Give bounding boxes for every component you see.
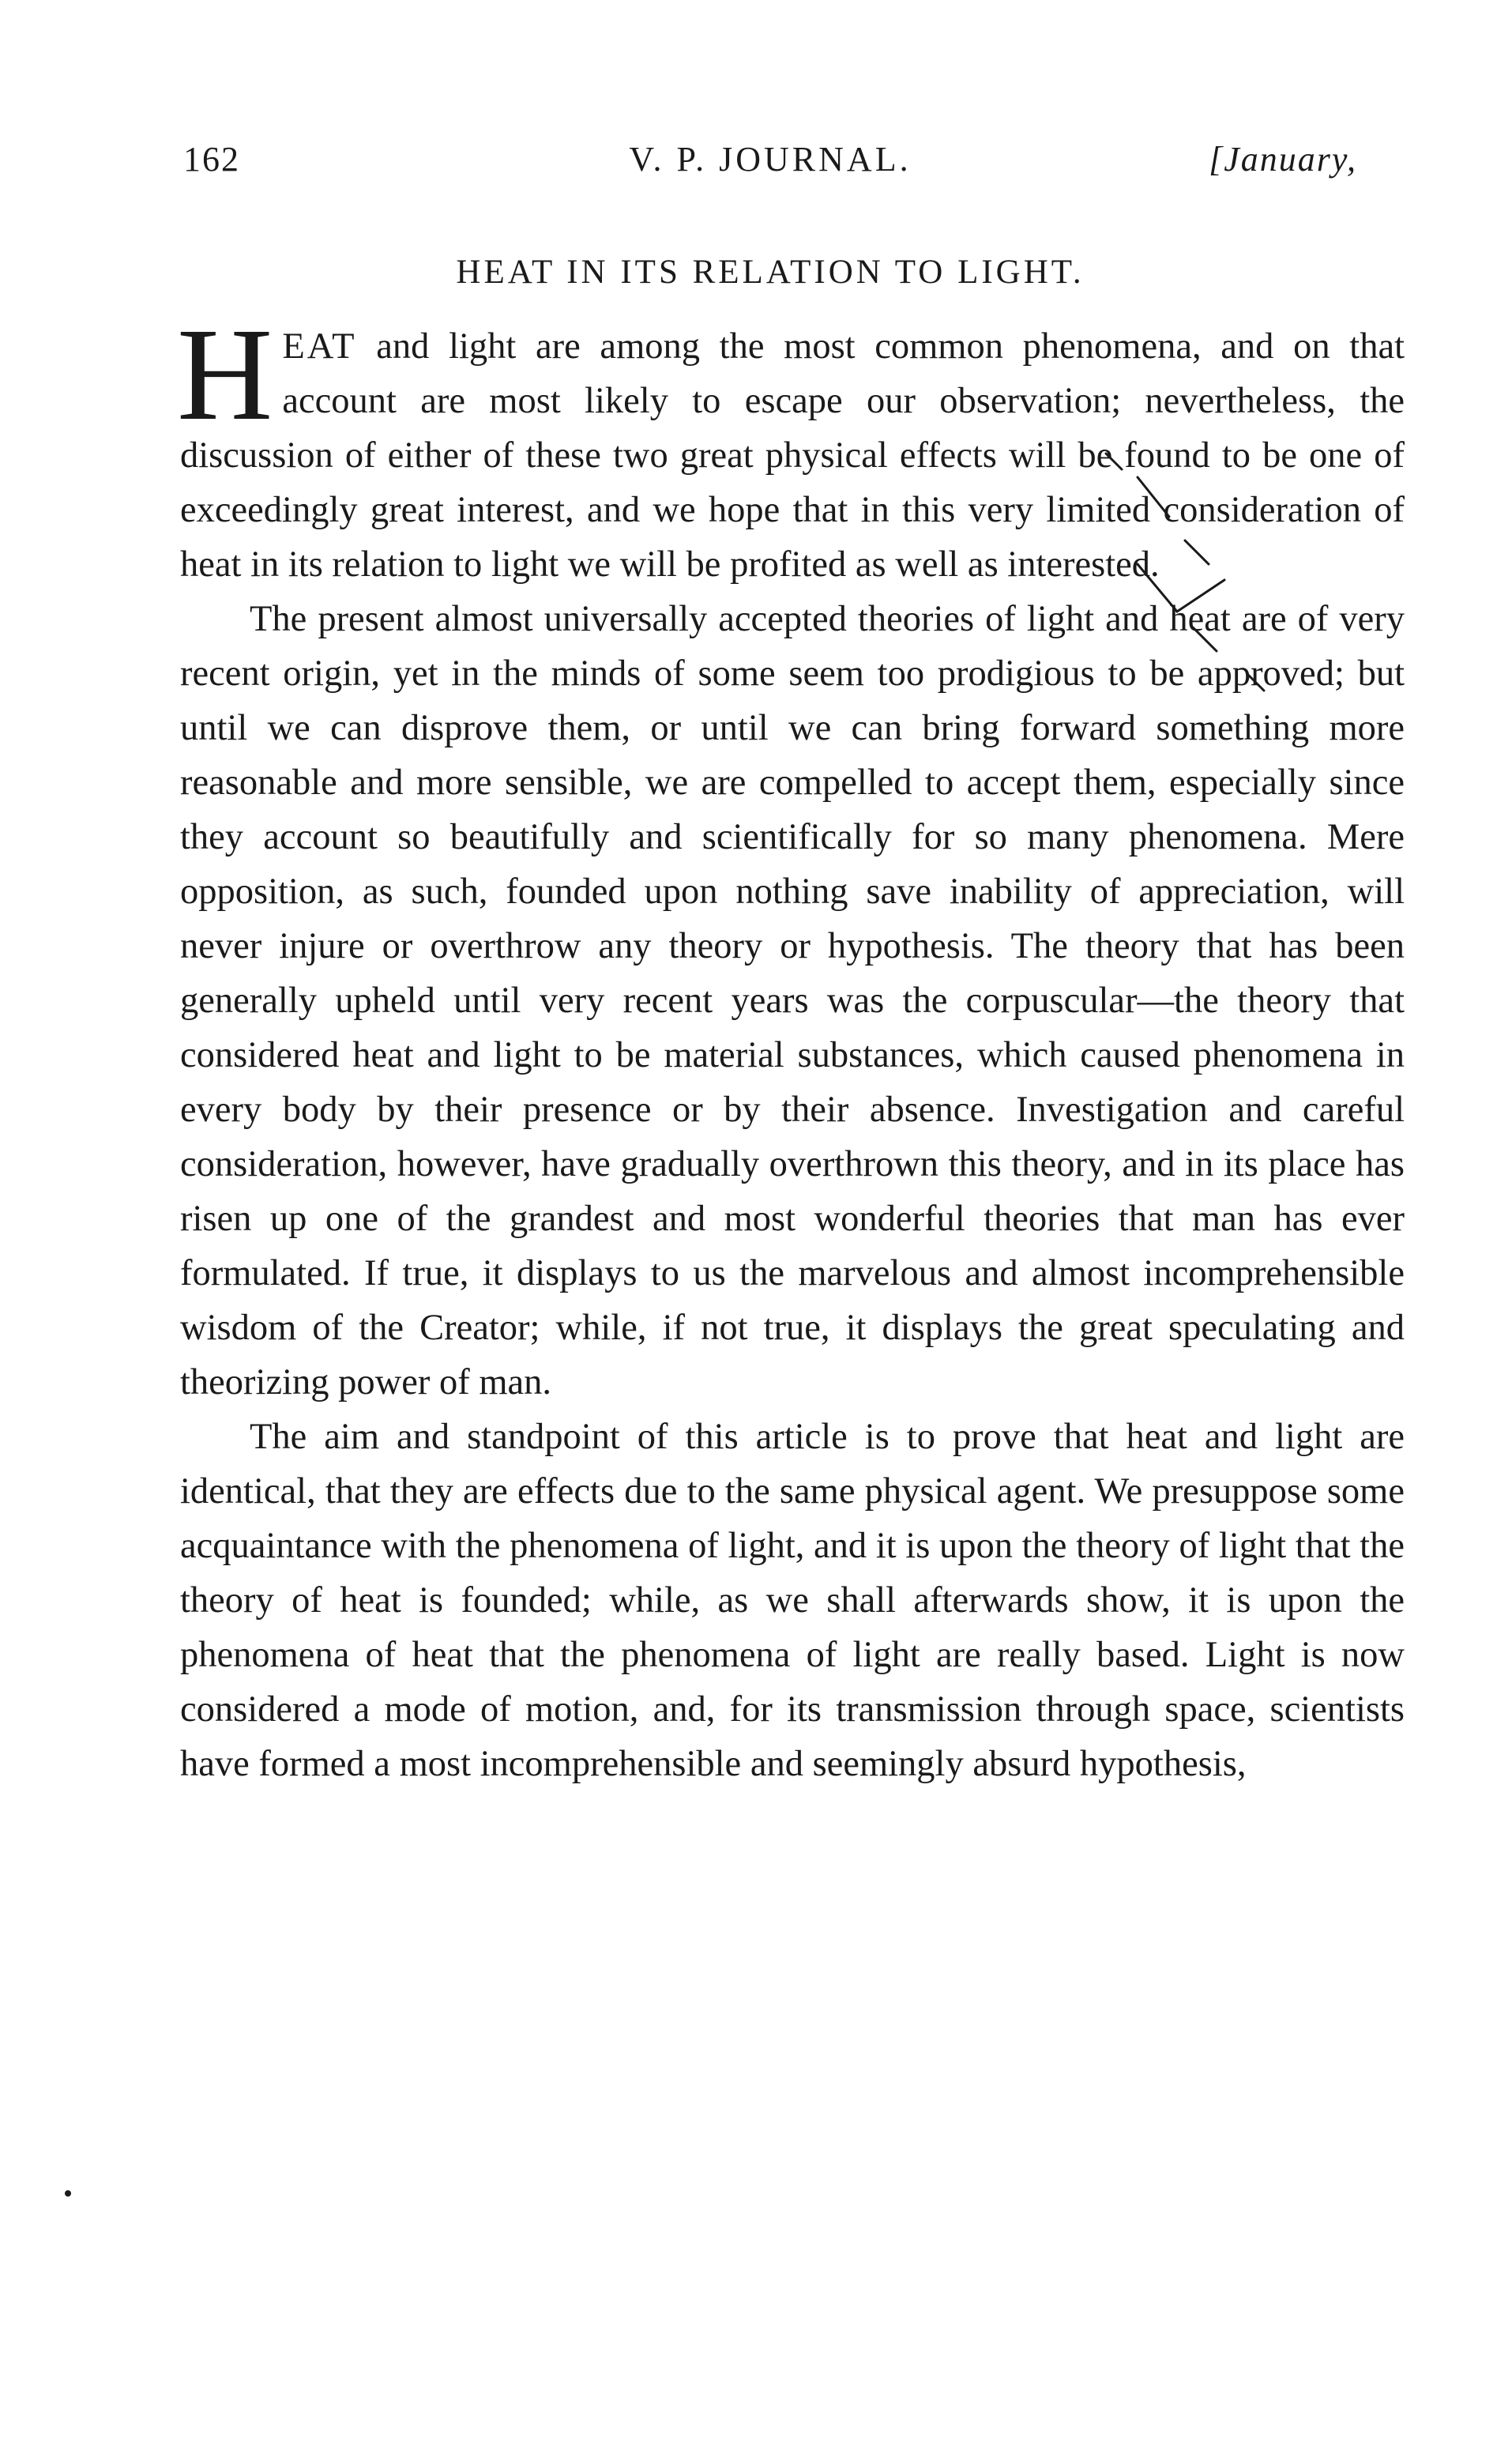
paragraph-1-text: and light are among the most common phenomena, and on that account are most likely to escape our observation; nevertheless, the discussion of either of these two great physical effects will be found to be one of exceedingly great interest, and we hope that in this very limited consideration of heat in its relation to light we will be profited as well as interested. bbox=[180, 326, 1405, 585]
paragraph-2: The present almost universally accepted theories of light and heat are of very recent origin, yet in the minds of some seem too prodigious to be approved; but until we can disprove them, or until we can bring forward something more reasonable and more sensible, we are compelled to accept them, especially since they account so beautifully and scientifically for so many phenomena. Mere opposition, as such, founded upon nothing save inability of appreciation, will never injure or overthrow any theory or hypothesis. The theory that has been generally upheld until very recent years was the corpuscular—the theory that considered heat and light to be material substances, which caused phenomena in every body by their presence or by their absence. Investigation and careful consideration, however, have gradually overthrown this theory, and in its place has risen up one of the grandest and most wonderful theories that man has ever formulated. If true, it displays to us the marvelous and almost incomprehensible wisdom of the Creator; while, if not true, it displays the great speculating and theorizing power of man. bbox=[180, 599, 1405, 1402]
page-number: 162 bbox=[183, 140, 240, 179]
article-title: HEAT IN ITS RELATION TO LIGHT. bbox=[456, 254, 1085, 291]
running-title: V. P. JOURNAL. bbox=[629, 140, 912, 179]
drop-cap: H bbox=[177, 301, 273, 448]
paragraph-3: The aim and standpoint of this article is to prove that heat and light are identical, that they are effects due to the same physical agent. We presuppose some acquaintance with the phenomena of light, and it is upon the theory of light that the theory of heat is founded; while, as we shall afterwards show, it is upon the phenomena of heat that the phenomena of light are really based. Light is now considered a mode of motion, and, for its transmission through space, scientists have formed a most incomprehensible and seemingly absurd hypothesis, bbox=[180, 1417, 1405, 1784]
first-word-rest: EAT bbox=[282, 326, 357, 367]
stray-ink-dot bbox=[65, 2190, 71, 2197]
running-month: [January, bbox=[1209, 140, 1357, 179]
page-header bbox=[183, 139, 1357, 202]
pencil-annotation-mark bbox=[1090, 446, 1288, 698]
